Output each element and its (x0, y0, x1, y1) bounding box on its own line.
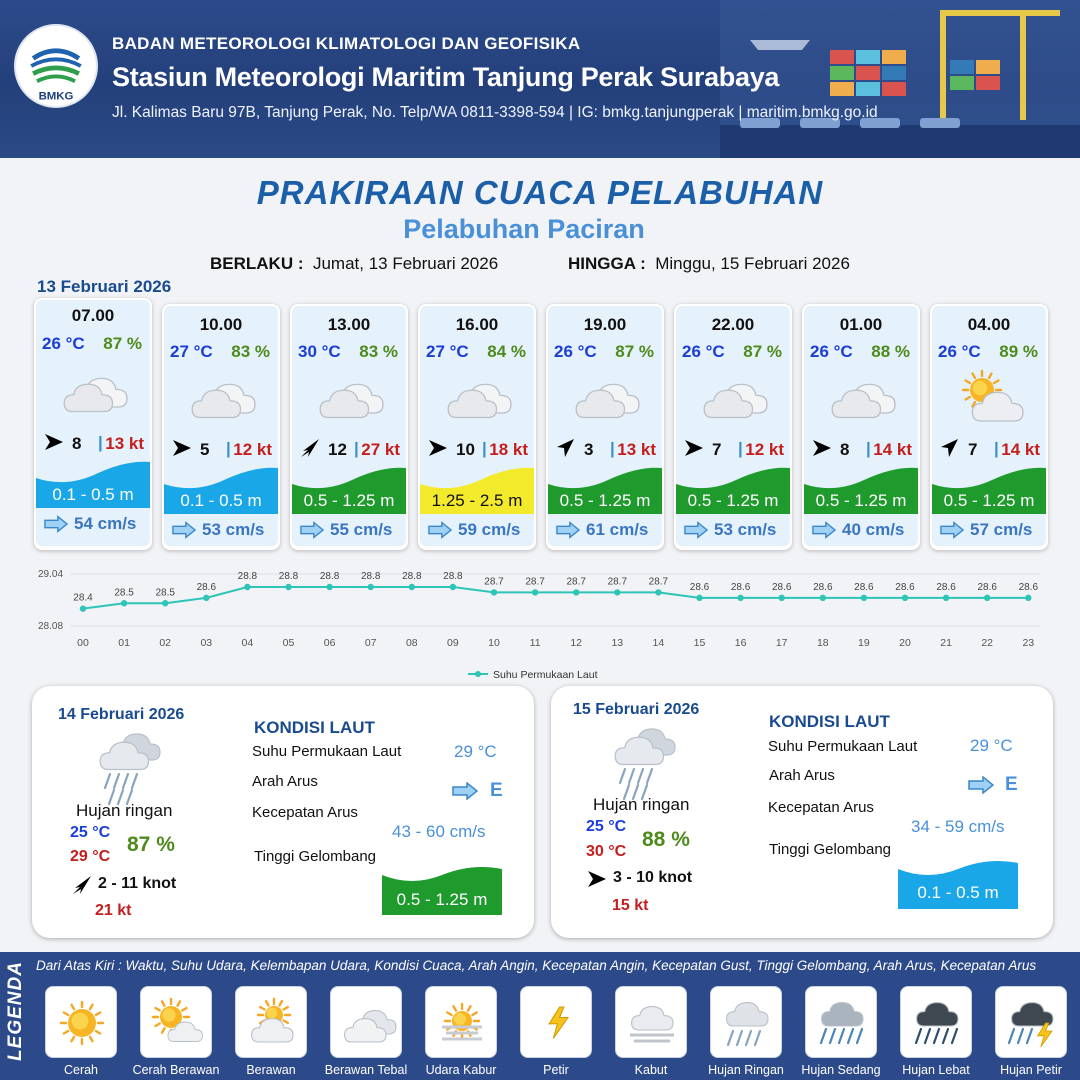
data-label: 28.7 (607, 576, 628, 588)
hour-time: 10.00 (199, 315, 243, 334)
data-point (573, 589, 579, 595)
data-point (984, 595, 990, 601)
legend-item-label: Berawan Tebal (324, 1063, 408, 1077)
current-dir-label: Arah Arus (769, 767, 835, 784)
data-point (737, 595, 743, 601)
light-rain-icon (92, 728, 172, 806)
day-gust: 21 kt (95, 902, 132, 919)
arrow-east-icon (44, 432, 64, 452)
hour-humidity: 88 % (871, 342, 910, 361)
data-point (121, 600, 127, 606)
x-tick-label: 08 (405, 637, 418, 649)
hour-gust: 27 kt (361, 440, 400, 459)
hour-card (802, 304, 920, 550)
header-banner (0, 0, 1080, 158)
hour-wind-speed: 12 (328, 440, 347, 459)
logo-text: BMKG (38, 90, 74, 103)
hour-gust: 14 kt (1001, 440, 1040, 459)
heavy-rain-icon (900, 986, 972, 1058)
x-tick-label: 14 (652, 637, 665, 649)
legend-item-label: Hujan Lebat (902, 1063, 970, 1077)
x-tick-label: 19 (858, 637, 870, 649)
hour-wave: 0.5 - 1.25 m (943, 491, 1035, 510)
x-tick-label: 03 (200, 637, 213, 649)
current-arrow-icon (940, 521, 964, 539)
day-temp-min: 25 °C (586, 818, 627, 835)
day-temp-max: 29 °C (70, 848, 111, 865)
hour-wind-speed: 7 (968, 440, 978, 459)
arrow-northeast-icon (72, 875, 92, 895)
data-point (450, 584, 456, 590)
data-point (861, 595, 867, 601)
hour-wave: 0.5 - 1.25 m (559, 491, 651, 510)
hour-gust: 18 kt (489, 440, 528, 459)
day-date: 15 Februari 2026 (573, 701, 700, 718)
current-speed-value: 34 - 59 cm/s (911, 817, 1005, 836)
hour-card (34, 298, 152, 550)
arrow-east-icon (428, 438, 448, 458)
hour-current-speed: 53 cm/s (714, 520, 777, 539)
cloud-icon (186, 368, 260, 428)
legend-title: LEGENDA (5, 961, 26, 1061)
cloud-icon (826, 368, 900, 428)
hour-temp: 27 °C (170, 342, 213, 361)
valid-from (210, 254, 498, 274)
legend-item-label: Udara Kabur (425, 1063, 497, 1077)
legend-marker (475, 671, 481, 677)
arrow-east-icon (172, 438, 192, 458)
sst-label: Suhu Permukaan Laut (252, 743, 402, 760)
data-point (532, 589, 538, 595)
cloud-icon (58, 362, 132, 422)
data-point (203, 595, 209, 601)
hour-temp: 26 °C (938, 342, 981, 361)
data-label: 28.8 (319, 571, 340, 582)
day-humidity: 87 % (127, 833, 175, 856)
data-label: 28.6 (196, 581, 217, 593)
separator: | (866, 439, 871, 458)
data-label: 28.6 (895, 581, 915, 593)
data-label: 28.5 (155, 587, 175, 599)
current-arrow-icon (452, 782, 478, 800)
thick-cloud-icon (330, 986, 402, 1058)
data-label: 28.7 (566, 576, 586, 588)
port-name: Pelabuhan Paciran (403, 214, 645, 244)
data-label: 28.5 (114, 587, 134, 599)
current-speed-value: 43 - 60 cm/s (392, 822, 486, 841)
data-point (285, 584, 291, 590)
current-arrow-icon (300, 521, 324, 539)
data-label: 28.6 (854, 581, 874, 593)
hour-card (290, 304, 408, 550)
thunderstorm-icon (995, 986, 1067, 1058)
hour-current-speed: 54 cm/s (74, 514, 137, 533)
sun-icon (45, 986, 117, 1058)
data-label: 28.8 (237, 571, 258, 582)
x-tick-label: 10 (488, 637, 500, 649)
x-tick-label: 07 (364, 637, 377, 649)
legend-item-label: Kabut (634, 1063, 668, 1077)
hour-temp: 26 °C (554, 342, 597, 361)
hour-wind-speed: 7 (712, 440, 722, 459)
x-tick-label: 13 (611, 637, 624, 649)
legend-description: Dari Atas Kiri : Waktu, Suhu Udara, Kelembapan Udara, Kondisi Cuaca, Arah Angin, Kecepatan Angin, Kecepatan Gust, Tinggi Gelombang, Arah Arus, Kecepatan Arus (36, 958, 1037, 973)
hour-wind-speed: 10 (456, 440, 475, 459)
day-wind: 3 - 10 knot (613, 869, 693, 886)
arrow-east-icon (587, 869, 607, 889)
hour-wave: 0.1 - 0.5 m (180, 491, 262, 510)
sea-heading: KONDISI LAUT (769, 712, 890, 731)
valid-from-value: Jumat, 13 Februari 2026 (312, 254, 499, 273)
sst-label: Suhu Permukaan Laut (768, 738, 918, 755)
legend-item-label: Cerah (63, 1063, 99, 1077)
current-arrow-icon (812, 521, 836, 539)
hour-humidity: 87 % (615, 342, 654, 361)
x-tick-label: 17 (775, 637, 788, 649)
data-label: 28.6 (1018, 581, 1039, 593)
day-temp-min: 25 °C (70, 824, 111, 841)
sea-heading: KONDISI LAUT (254, 718, 375, 737)
org-name: BADAN METEOROLOGI KLIMATOLOGI DAN GEOFISIKA (112, 34, 581, 53)
sst-value: 29 °C (970, 736, 1013, 755)
data-point (326, 584, 332, 590)
separator: | (226, 439, 231, 458)
cloud-icon (314, 368, 388, 428)
hour-time: 16.00 (455, 315, 499, 334)
hour-current-speed: 55 cm/s (330, 520, 393, 539)
day1-date: 13 Februari 2026 (37, 277, 172, 296)
current-speed-label: Kecepatan Arus (252, 804, 358, 821)
page-title: PRAKIRAAN CUACA PELABUHAN (256, 174, 824, 211)
hour-time: 13.00 (327, 315, 371, 334)
valid-to-value: Minggu, 15 Februari 2026 (655, 254, 850, 273)
x-tick-label: 02 (159, 637, 172, 649)
contact-line: Jl. Kalimas Baru 97B, Tanjung Perak, No. Telp/WA 0811-3398-594 | IG: bmkg.tanjungperak | maritim.bmkg.go.id (112, 104, 878, 121)
valid-to (568, 254, 850, 274)
data-point (244, 584, 250, 590)
hour-temp: 26 °C (42, 334, 85, 353)
legend-item-label: Hujan Ringan (708, 1063, 784, 1077)
hour-wave: 0.5 - 1.25 m (687, 491, 779, 510)
station-name: Stasiun Meteorologi Maritim Tanjung Perak Surabaya (112, 62, 780, 92)
x-tick-label: 23 (1022, 637, 1035, 649)
hour-time: 07.00 (71, 306, 115, 325)
separator: | (738, 439, 743, 458)
x-tick-label: 04 (241, 637, 254, 649)
fog-icon (615, 986, 687, 1058)
day-wind: 2 - 11 knot (98, 875, 177, 892)
x-tick-label: 22 (981, 637, 994, 649)
separator: | (610, 439, 615, 458)
arrow-southwest-icon (556, 438, 576, 458)
hour-card (546, 304, 664, 550)
arrow-southwest-icon (940, 438, 960, 458)
legend-item-label: Hujan Sedang (801, 1063, 881, 1077)
hour-time: 04.00 (967, 315, 1011, 334)
valid-to-label: HINGGA : (568, 254, 646, 273)
x-tick-label: 20 (899, 637, 911, 649)
data-label: 28.8 (360, 571, 381, 582)
y-tick-label: 29.04 (38, 569, 64, 580)
data-label: 28.8 (402, 571, 422, 582)
hour-gust: 13 kt (617, 440, 656, 459)
data-label: 28.6 (977, 581, 997, 593)
cloud-icon (698, 368, 772, 428)
day-panel-14 (32, 686, 534, 938)
wave-value: 0.1 - 0.5 m (917, 883, 999, 902)
y-tick-label: 28.08 (38, 621, 64, 632)
hour-wave: 0.5 - 1.25 m (815, 491, 907, 510)
hour-wave: 0.5 - 1.25 m (303, 491, 395, 510)
current-speed-label: Kecepatan Arus (768, 799, 874, 816)
hour-current-speed: 40 cm/s (842, 520, 905, 539)
hour-humidity: 89 % (999, 342, 1038, 361)
data-label: 28.8 (278, 571, 299, 582)
hour-gust: 12 kt (233, 440, 272, 459)
data-label: 28.7 (648, 576, 669, 588)
x-tick-label: 05 (282, 637, 295, 649)
hour-card (418, 304, 536, 550)
hour-time: 19.00 (583, 315, 627, 334)
hour-temp: 30 °C (298, 342, 341, 361)
day-gust: 15 kt (612, 897, 649, 914)
hour-humidity: 87 % (743, 342, 782, 361)
current-dir-label: Arah Arus (252, 773, 318, 790)
x-tick-label: 11 (529, 637, 541, 649)
hour-current-speed: 53 cm/s (202, 520, 265, 539)
data-point (368, 584, 374, 590)
sun-cloud-icon (954, 368, 1028, 428)
data-point (655, 589, 661, 595)
data-point (162, 600, 168, 606)
hour-humidity: 84 % (487, 342, 526, 361)
hour-temp: 26 °C (682, 342, 725, 361)
data-label: 28.6 (813, 581, 833, 593)
hour-card (162, 304, 280, 550)
cloud-icon (570, 368, 644, 428)
separator: | (482, 439, 487, 458)
x-tick-label: 18 (816, 637, 829, 649)
data-point (696, 595, 702, 601)
current-dir-value: E (1005, 774, 1018, 795)
data-point (1025, 595, 1031, 601)
hour-current-speed: 61 cm/s (586, 520, 649, 539)
data-point (80, 605, 86, 611)
cloud-icon (442, 368, 516, 428)
hour-humidity: 83 % (359, 342, 398, 361)
sst-line-chart (0, 562, 1080, 686)
current-arrow-icon (684, 521, 708, 539)
data-label: 28.7 (484, 576, 504, 588)
hour-wave: 0.1 - 0.5 m (52, 485, 134, 504)
sst-value: 29 °C (454, 742, 497, 761)
day-humidity: 88 % (642, 828, 690, 851)
x-tick-label: 01 (118, 637, 130, 649)
x-tick-label: 15 (693, 637, 706, 649)
hour-card (930, 304, 1048, 550)
hour-time: 01.00 (839, 315, 883, 334)
data-point (614, 589, 620, 595)
sst-series-line (83, 587, 1028, 609)
hour-card (674, 304, 792, 550)
day-condition: Hujan ringan (593, 795, 690, 814)
data-label: 28.4 (73, 592, 93, 604)
data-label: 28.6 (730, 581, 751, 593)
data-point (779, 595, 785, 601)
hour-gust: 14 kt (873, 440, 912, 459)
legend-item-label: Berawan (246, 1063, 296, 1077)
sun-cloud-icon (140, 986, 212, 1058)
data-label: 28.6 (771, 581, 792, 593)
separator: | (994, 439, 999, 458)
hour-temp: 26 °C (810, 342, 853, 361)
data-point (943, 595, 949, 601)
current-arrow-icon (44, 515, 68, 533)
data-label: 28.6 (936, 581, 956, 593)
x-tick-label: 06 (323, 637, 336, 649)
haze-icon (425, 986, 497, 1058)
lightning-icon (520, 986, 592, 1058)
hour-wind-speed: 5 (200, 440, 210, 459)
day-condition: Hujan ringan (76, 801, 173, 820)
separator: | (98, 433, 103, 452)
hour-wind-speed: 8 (840, 440, 850, 459)
current-dir-value: E (490, 780, 503, 801)
current-arrow-icon (428, 521, 452, 539)
bmkg-logo (14, 24, 98, 108)
separator: | (354, 439, 359, 458)
data-point (820, 595, 826, 601)
current-arrow-icon (172, 521, 196, 539)
light-rain-icon (710, 986, 782, 1058)
hour-wind-speed: 3 (584, 440, 594, 459)
legend-item-label: Petir (543, 1063, 569, 1077)
current-arrow-icon (968, 776, 994, 794)
light-rain-icon (607, 723, 687, 801)
data-point (902, 595, 908, 601)
wave-label: Tinggi Gelombang (254, 848, 377, 865)
x-tick-label: 00 (77, 637, 89, 649)
day-date: 14 Februari 2026 (58, 706, 185, 723)
hour-current-speed: 57 cm/s (970, 520, 1033, 539)
valid-from-label: BERLAKU : (210, 254, 304, 273)
arrow-northeast-icon (300, 438, 320, 458)
current-arrow-icon (556, 521, 580, 539)
moderate-rain-icon (805, 986, 877, 1058)
hour-humidity: 87 % (103, 334, 142, 353)
data-point (409, 584, 415, 590)
x-tick-label: 21 (940, 637, 952, 649)
x-tick-label: 16 (734, 637, 747, 649)
legend-label: Suhu Permukaan Laut (493, 669, 598, 681)
hour-gust: 12 kt (745, 440, 784, 459)
wave-value: 0.5 - 1.25 m (396, 890, 488, 909)
hour-humidity: 83 % (231, 342, 270, 361)
hour-temp: 27 °C (426, 342, 469, 361)
day-panel-15 (551, 686, 1053, 938)
hour-wave: 1.25 - 2.5 m (431, 491, 523, 510)
legend-item-label: Cerah Berawan (132, 1063, 220, 1077)
hour-time: 22.00 (711, 315, 755, 334)
legend-item-label: Hujan Petir (1000, 1063, 1062, 1077)
arrow-east-icon (684, 438, 704, 458)
data-label: 28.6 (689, 581, 710, 593)
arrow-east-icon (812, 438, 832, 458)
hour-gust: 13 kt (105, 434, 144, 453)
hour-current-speed: 59 cm/s (458, 520, 521, 539)
data-label: 28.7 (525, 576, 545, 588)
hour-wind-speed: 8 (72, 434, 82, 453)
x-tick-label: 09 (447, 637, 459, 649)
data-label: 28.8 (443, 571, 463, 582)
day-temp-max: 30 °C (586, 843, 627, 860)
x-tick-label: 12 (570, 637, 583, 649)
cloud-sun-icon (235, 986, 307, 1058)
data-point (491, 589, 497, 595)
wave-label: Tinggi Gelombang (769, 841, 892, 858)
